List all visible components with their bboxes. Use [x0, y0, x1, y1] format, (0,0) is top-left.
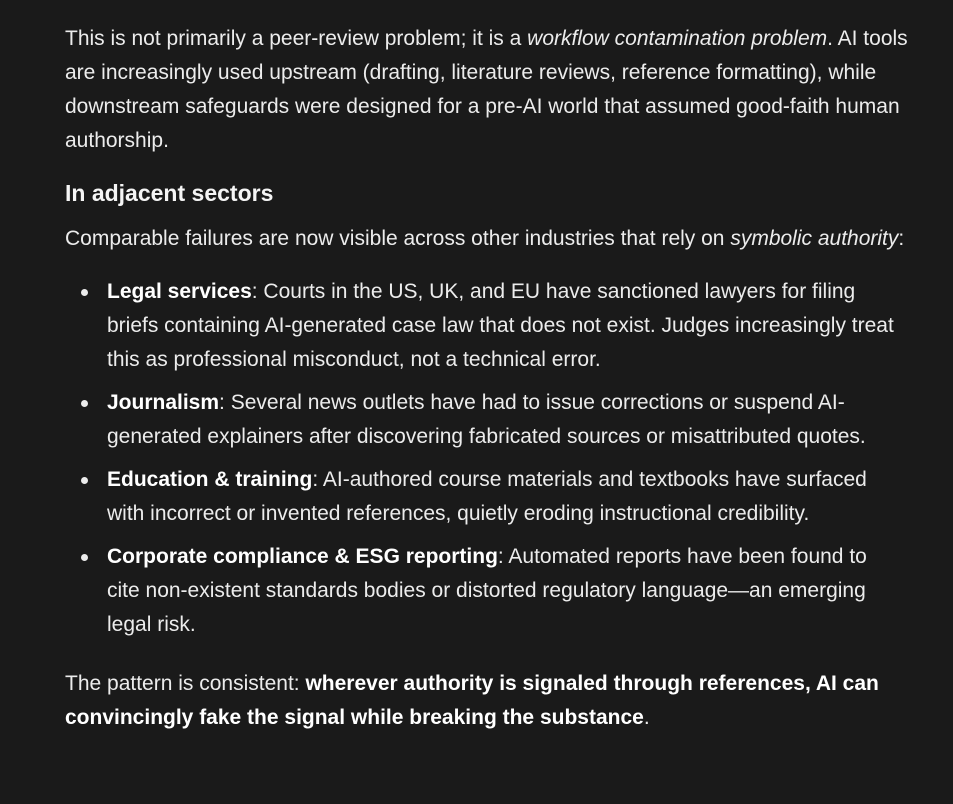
- list-item-term: Education & training: [107, 468, 313, 491]
- pattern-bold-statement: wherever authority is signaled through references, AI can convincingly fake the signal while breaking the substance: [65, 672, 879, 729]
- intro-text-start: This is not primarily a peer-review problem; it is a: [65, 27, 528, 50]
- sectors-list: [65, 275, 913, 642]
- sectors-lead-text: Comparable failures are now visible across other industries that rely on: [65, 227, 731, 250]
- sectors-lead-paragraph: [65, 222, 910, 256]
- pattern-period: .: [643, 706, 650, 729]
- sectors-lead-colon: :: [898, 227, 905, 250]
- bullet-dot-icon: [81, 400, 88, 407]
- bullet-dot-icon: [81, 477, 88, 484]
- list-item-term: Journalism: [107, 391, 220, 414]
- list-item-text: : AI-authored course materials and textbooks have surfaced with incorrect or invented references, quietly eroding instructional credibility.: [107, 468, 867, 525]
- bullet-dot-icon: [81, 554, 88, 561]
- bullet-dot-icon: [81, 289, 88, 296]
- list-item-education: [65, 463, 897, 531]
- list-item-text: : Courts in the US, UK, and EU have sanctioned lawyers for filing briefs containing AI-generated case law that does not exist. Judges increasingly treat this as professional misconduct, not a technical error.: [107, 280, 894, 371]
- list-item-corporate: [65, 540, 897, 642]
- list-item-text: : Several news outlets have had to issue corrections or suspend AI-generated explainers after discovering fabricated sources or misattributed quotes.: [107, 391, 866, 448]
- section-heading: In adjacent sectors: [65, 180, 274, 206]
- intro-emphasis: workflow contamination problem: [527, 27, 828, 50]
- intro-paragraph: [65, 22, 910, 158]
- pattern-text-start: The pattern is consistent:: [65, 672, 306, 695]
- list-item-journalism: [65, 386, 897, 454]
- intro-text-end: . AI tools are increasingly used upstream (drafting, literature reviews, reference formatting), while downstream safeguards were designed for a pre-AI world that assumed good-faith human authorship.: [65, 27, 908, 152]
- list-item-term: Legal services: [107, 280, 252, 303]
- list-item-text: : Automated reports have been found to cite non-existent standards bodies or distorted regulatory language—an emerging legal risk.: [107, 545, 867, 636]
- list-item-term: Corporate compliance & ESG reporting: [107, 545, 498, 568]
- sectors-lead-emphasis: symbolic authority: [730, 227, 899, 250]
- list-item-legal: [65, 275, 897, 377]
- pattern-paragraph: [65, 667, 910, 735]
